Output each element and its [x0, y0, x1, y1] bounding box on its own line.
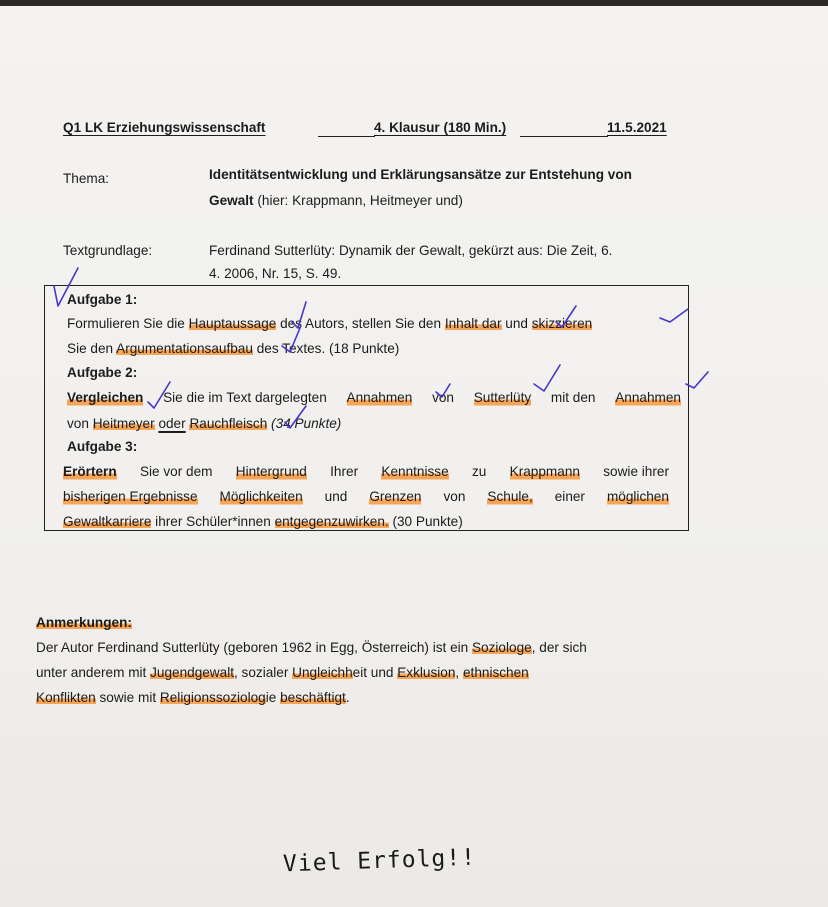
task2-word: von [432, 390, 454, 405]
notes-line-2 [36, 664, 529, 682]
hl-moeglichkeiten: Möglichkeiten [219, 489, 303, 504]
source-label: Textgrundlage: [63, 243, 153, 258]
hl-ergebnisse: bisherigen Ergebnisse [63, 489, 198, 504]
topic-label: Thema: [63, 171, 110, 186]
task1-text: des Autors, stellen Sie den [276, 316, 445, 331]
task1-title: Aufgabe 1: [67, 292, 138, 307]
task2-title: Aufgabe 2: [67, 365, 138, 380]
notes-text: unter anderem mit [36, 665, 151, 680]
checkmark-icon [686, 372, 708, 388]
task2-line-2 [67, 415, 341, 433]
task3-word: sowie ihrer [603, 464, 669, 479]
task2-line-1 [67, 389, 681, 407]
hl-krappmann: Krappmann [509, 464, 580, 479]
hl-eroertern: Erörtern [63, 464, 117, 479]
hl-inhalt: Inhalt dar [444, 316, 502, 331]
notes-line-3 [36, 689, 350, 707]
task2-word: mit den [550, 390, 596, 405]
hl-rauchfleisch: Rauchfleisch [189, 416, 268, 431]
task1-text: Formulieren Sie die [67, 316, 189, 331]
hl-annahmen-1: Annahmen [346, 390, 413, 405]
notes-title [36, 614, 132, 632]
task2-points: (34 Punkte) [267, 416, 342, 431]
topic-authors: (hier: Krappmann, Heitmeyer und) [253, 193, 463, 208]
exam-sheet [0, 6, 828, 907]
hl-sutterluety: Sutterlüty [473, 390, 532, 405]
hl-moeglichen: möglichen [606, 489, 669, 504]
hl-schule: Schule, [487, 489, 533, 504]
task1-line-2 [67, 340, 399, 358]
hl-exklusion: Exklusion [397, 665, 456, 680]
notes-text: Der Autor Ferdinand Sutterlüty (geboren 1962 in Egg, Österreich) ist ein [36, 640, 472, 655]
hl-annahmen-2: Annahmen [615, 390, 681, 405]
task3-line-1 [63, 463, 669, 481]
hl-grenzen: Grenzen [369, 489, 422, 504]
course-title: Q1 LK Erziehungswissenschaft [63, 120, 266, 135]
task1-text: des Textes. (18 Punkte) [252, 341, 400, 356]
task1-text: und [501, 316, 532, 331]
task2-word: von [67, 416, 93, 431]
hl-hauptaussage: Hauptaussage [188, 316, 277, 331]
hl-religionssoziologie: Religionssoziolog [159, 690, 266, 705]
hl-konflikten: Konflikten [36, 690, 96, 705]
handwritten-signoff: Viel Erfolg!! [282, 844, 477, 878]
task3-word: Ihrer [330, 464, 359, 479]
header-rule-1 [318, 136, 375, 137]
hl-ethnischen: ethnischen [462, 665, 529, 680]
source-line-2: 4. 2006, Nr. 15, S. 49. [209, 266, 342, 281]
task3-line-3 [63, 513, 463, 531]
hl-jugendgewalt: Jugendgewalt [150, 665, 234, 680]
hl-heitmeyer: Heitmeyer [92, 416, 155, 431]
notes-text: . [345, 690, 350, 705]
notes-line-1 [36, 639, 587, 657]
header-rule-2 [520, 136, 608, 137]
notes-text: , [455, 665, 463, 680]
exam-date: 11.5.2021 [607, 120, 667, 135]
hl-soziologe: Soziologe [471, 640, 532, 655]
task3-word: einer [554, 489, 585, 504]
topic-line-1: Identitätsentwicklung und Erklärungsansätze zur Entstehung von [209, 167, 632, 182]
topic-gewalt: Gewalt [209, 193, 254, 208]
task3-word: ihrer Schüler*innen [151, 514, 275, 529]
hl-beschaeftigt: beschäftigt [280, 690, 346, 705]
hl-kenntnisse: Kenntnisse [381, 464, 449, 479]
underlined-oder: oder [158, 416, 186, 431]
task3-word: von [443, 489, 466, 504]
topic-line-2 [209, 192, 463, 210]
task3-line-2 [63, 488, 669, 506]
task3-word: zu [471, 464, 487, 479]
hl-entgegenzuwirken: entgegenzuwirken. [274, 514, 389, 529]
notes-text: ie [265, 690, 281, 705]
hl-vergleichen: Vergleichen [67, 390, 144, 405]
task3-title: Aufgabe 3: [67, 439, 138, 454]
hl-ungleichheit: Ungleichh [292, 665, 353, 680]
source-line-1: Ferdinand Sutterlüty: Dynamik der Gewalt, gekürzt aus: Die Zeit, 6. [209, 243, 613, 258]
task2-word: Sie die im Text dargelegten [163, 390, 327, 405]
hl-hintergrund: Hintergrund [235, 464, 307, 479]
task1-line-1 [67, 315, 592, 333]
task1-text: Sie den [67, 341, 117, 356]
hl-gewaltkarriere: Gewaltkarriere [63, 514, 152, 529]
hl-argumentationsaufbau: Argumentationsaufbau [116, 341, 253, 356]
task3-word: und [324, 489, 348, 504]
hl-skizzieren: skizzieren [531, 316, 593, 331]
task3-word: Sie vor dem [139, 464, 213, 479]
task3-points: (30 Punkte) [388, 514, 463, 529]
exam-title: 4. Klausur (180 Min.) [374, 120, 507, 135]
notes-text: eit und [352, 665, 398, 680]
notes-text: , sozialer [234, 665, 293, 680]
notes-text: sowie mit [95, 690, 160, 705]
hl-anmerkungen: Anmerkungen: [36, 615, 132, 630]
notes-text: , der sich [531, 640, 587, 655]
